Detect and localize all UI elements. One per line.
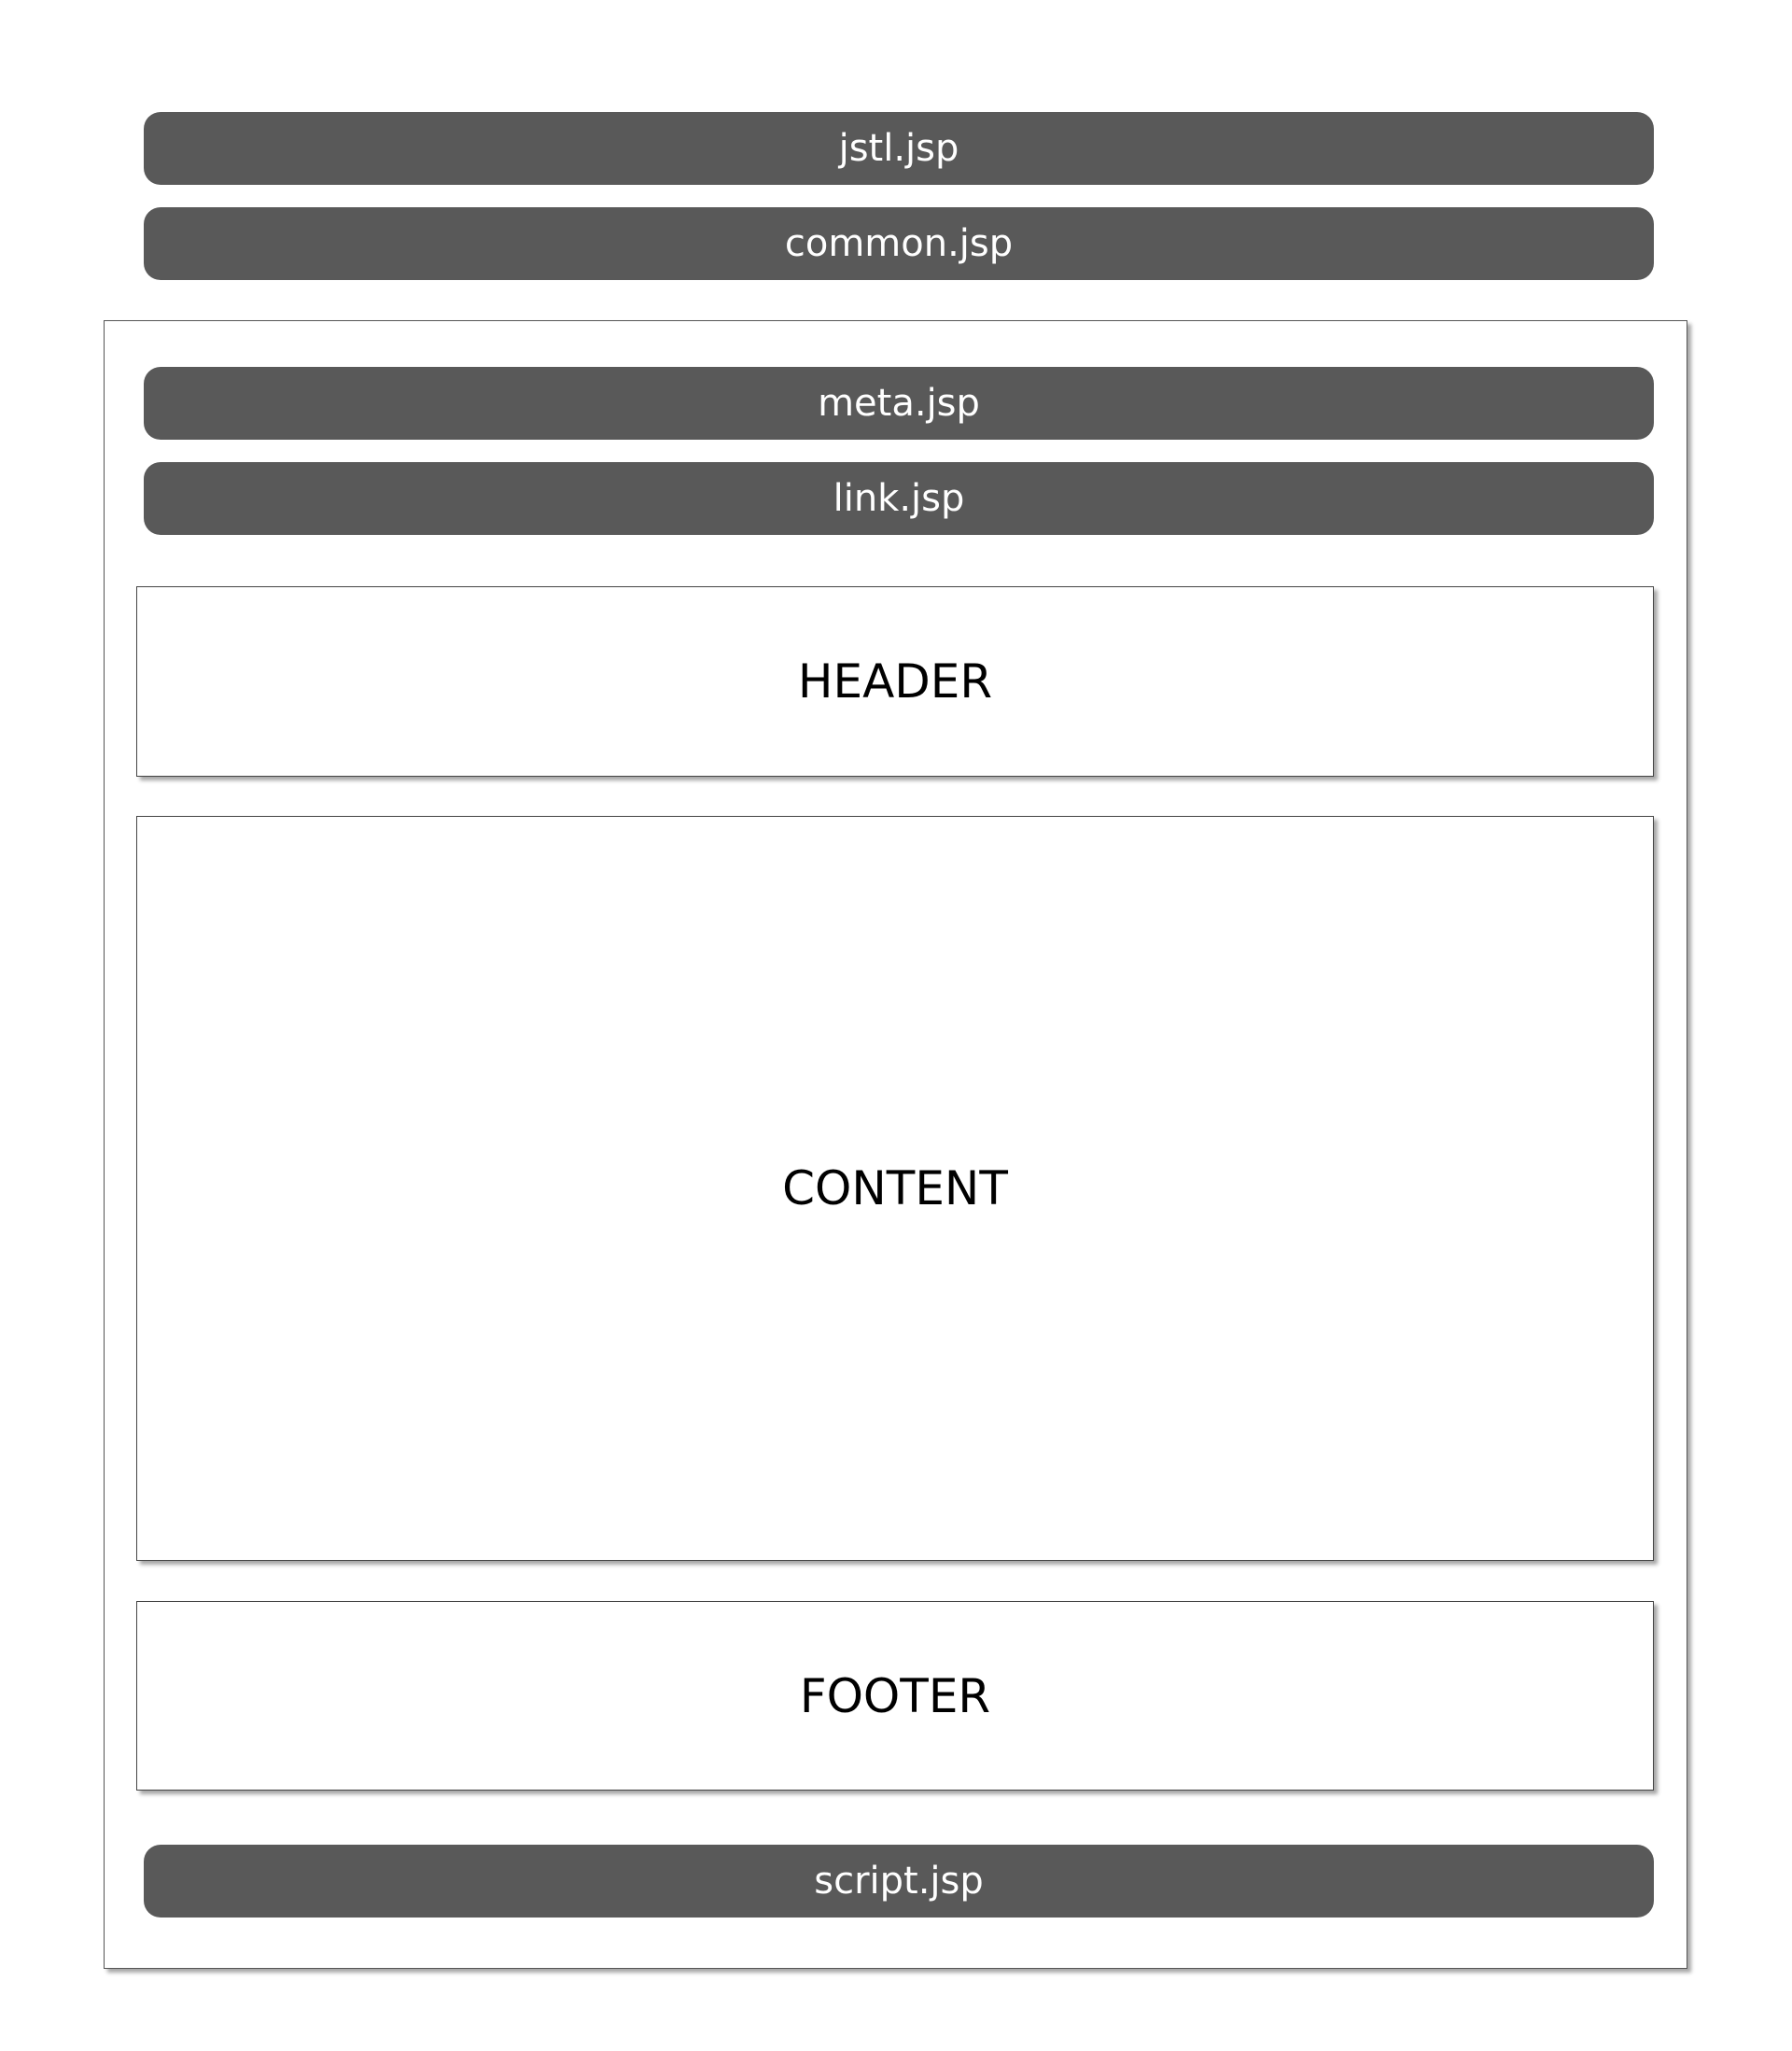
script-include-block — [144, 1845, 1654, 1918]
meta-include-label: meta.jsp — [818, 382, 980, 425]
common-include-label: common.jsp — [784, 222, 1014, 265]
meta-include-block — [144, 367, 1654, 440]
link-include-label: link.jsp — [833, 477, 965, 520]
footer-section — [136, 1601, 1654, 1791]
footer-section-label: FOOTER — [799, 1668, 991, 1723]
link-include-block — [144, 462, 1654, 535]
script-include-label: script.jsp — [814, 1860, 984, 1903]
content-section — [136, 816, 1654, 1561]
jstl-include-label: jstl.jsp — [838, 127, 959, 170]
content-section-label: CONTENT — [782, 1161, 1008, 1215]
header-section — [136, 586, 1654, 777]
common-include-block — [144, 207, 1654, 280]
jstl-include-block — [144, 112, 1654, 185]
header-section-label: HEADER — [797, 654, 993, 709]
